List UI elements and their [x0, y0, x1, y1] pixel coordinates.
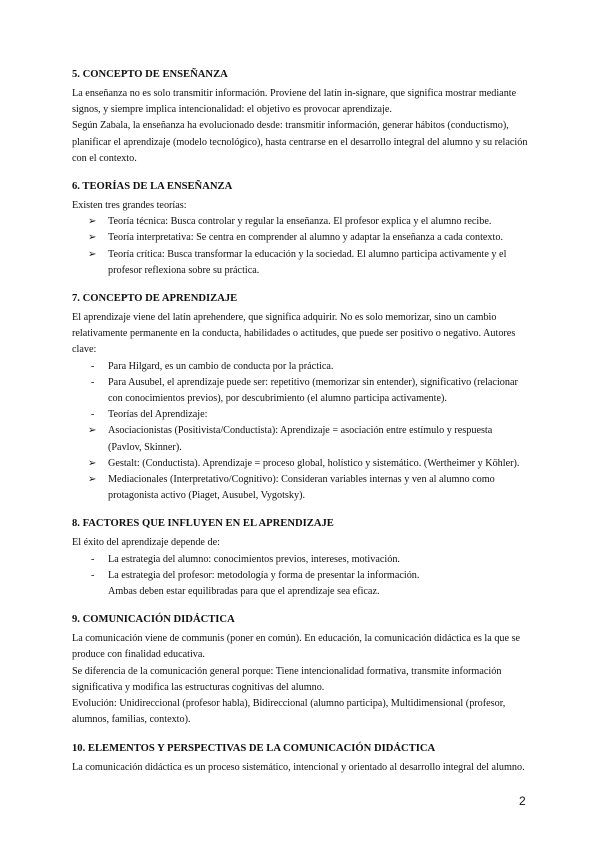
list-item: ➢ Teoría técnica: Busca controlar y regular la enseñanza. El profesor explica y el alumno recibe.	[72, 214, 528, 230]
dash-bullet-icon: -	[91, 360, 95, 372]
list-item: - La estrategia del alumno: conocimientos previos, intereses, motivación.	[72, 552, 528, 568]
dash-bullet-icon: -	[91, 553, 95, 565]
list-item: ➢ Mediacionales (Interpretativo/Cognitivo): Consideran variables internas y ven al alumno como protagonista activo (Piaget, Ausubel, Vygotsky).	[88, 474, 495, 502]
paragraph: La comunicación viene de communis (poner en común). En educación, la comunicación didáctica es la que se produce con finalidad educativa.	[72, 633, 521, 661]
section-heading: 7. CONCEPTO DE APRENDIZAJE	[72, 293, 238, 305]
list-item: - Para Hilgard, es un cambio de conducta por la práctica.	[72, 359, 528, 375]
section-heading: 10. ELEMENTOS Y PERSPECTIVAS DE LA COMUNICACIÓN DIDÁCTICA	[72, 742, 436, 754]
arrow-bullet-icon: ➢	[88, 425, 97, 437]
section-8	[72, 517, 528, 600]
paragraph: Evolución: Unidireccional (profesor habla), Bidireccional (alumno participa), Multidimensional (profesor, alumnos, familias, contexto).	[72, 698, 506, 726]
page-number: 2	[519, 794, 526, 808]
section-heading: 9. COMUNICACIÓN DIDÁCTICA	[72, 614, 235, 626]
paragraph: La comunicación didáctica es un proceso sistemático, intencional y orientado al desarrollo integral del alumno.	[72, 761, 525, 773]
list-item: - Teorías del Aprendizaje:	[72, 407, 528, 423]
list-item: - Para Ausubel, el aprendizaje puede ser: repetitivo (memorizar sin entender), significativo (relacionar con conocimientos previos), por descubrimiento (el alumno participa activamente).	[91, 376, 518, 405]
dash-bullet-icon: -	[91, 569, 95, 581]
section-7	[72, 292, 528, 504]
paragraph: Según Zabala, la enseñanza ha evolucionado desde: transmitir información, generar hábitos (conductismo), planificar el aprendizaje (modelo tecnológico), hasta centrarse en el desarrollo integral del alumno y su relación con el contexto.	[72, 120, 528, 164]
section-9	[72, 613, 528, 728]
list-item: ➢ Asociacionistas (Positivista/Conductista): Aprendizaje = asociación entre estímulo y respuesta (Pavlov, Skinner).	[88, 425, 493, 453]
dash-bullet-icon: -	[91, 376, 95, 388]
arrow-bullet-icon: ➢	[88, 457, 97, 469]
section-heading: 5. CONCEPTO DE ENSEÑANZA	[72, 69, 228, 80]
section-heading: 8. FACTORES QUE INFLUYEN EN EL APRENDIZAJE	[72, 518, 334, 530]
paragraph: El aprendizaje viene del latín aprehendere, que significa adquirir. No es solo memorizar, sino un cambio relativamente permanente en la conducta, habilidades o actitudes, que puede ser positivo o negativo. Autores clave:	[72, 312, 516, 356]
paragraph: El éxito del aprendizaje depende de:	[72, 537, 220, 549]
paragraph: La enseñanza no es solo transmitir información. Proviene del latín in-signare, que significa mostrar mediante signos, y siempre implica intencionalidad: el objetivo es provocar aprendizaje.	[72, 88, 517, 116]
section-5	[72, 68, 528, 167]
list-item: - La estrategia del profesor: metodología y forma de presentar la información.	[72, 568, 528, 584]
list-item: ➢ Teoría interpretativa: Se centra en comprender al alumno y adaptar la enseñanza a cada contexto.	[72, 230, 528, 246]
section-heading: 6. TEORÍAS DE LA ENSEÑANZA	[72, 181, 233, 193]
paragraph: Se diferencia de la comunicación general porque: Tiene intencionalidad formativa, transmite información significativa y modifica las estructuras cognitivas del alumno.	[72, 665, 502, 693]
paragraph: Ambas deben estar equilibradas para que el aprendizaje sea eficaz.	[108, 586, 380, 598]
dash-bullet-icon: -	[91, 409, 95, 421]
section-6	[72, 180, 528, 279]
arrow-bullet-icon: ➢	[88, 216, 97, 228]
list-item: ➢ Gestalt: (Conductista). Aprendizaje = proceso global, holístico y sistemático. (Wertheimer y Köhler).	[72, 456, 528, 472]
arrow-bullet-icon: ➢	[88, 248, 97, 260]
arrow-bullet-icon: ➢	[88, 474, 97, 486]
list-item: ➢ Teoría crítica: Busca transformar la educación y la sociedad. El alumno participa activamente y el profesor reflexiona sobre su práctica.	[88, 248, 507, 276]
arrow-bullet-icon: ➢	[88, 232, 97, 244]
document-page	[72, 68, 528, 789]
paragraph: Existen tres grandes teorías:	[72, 200, 187, 212]
section-10	[72, 742, 528, 776]
